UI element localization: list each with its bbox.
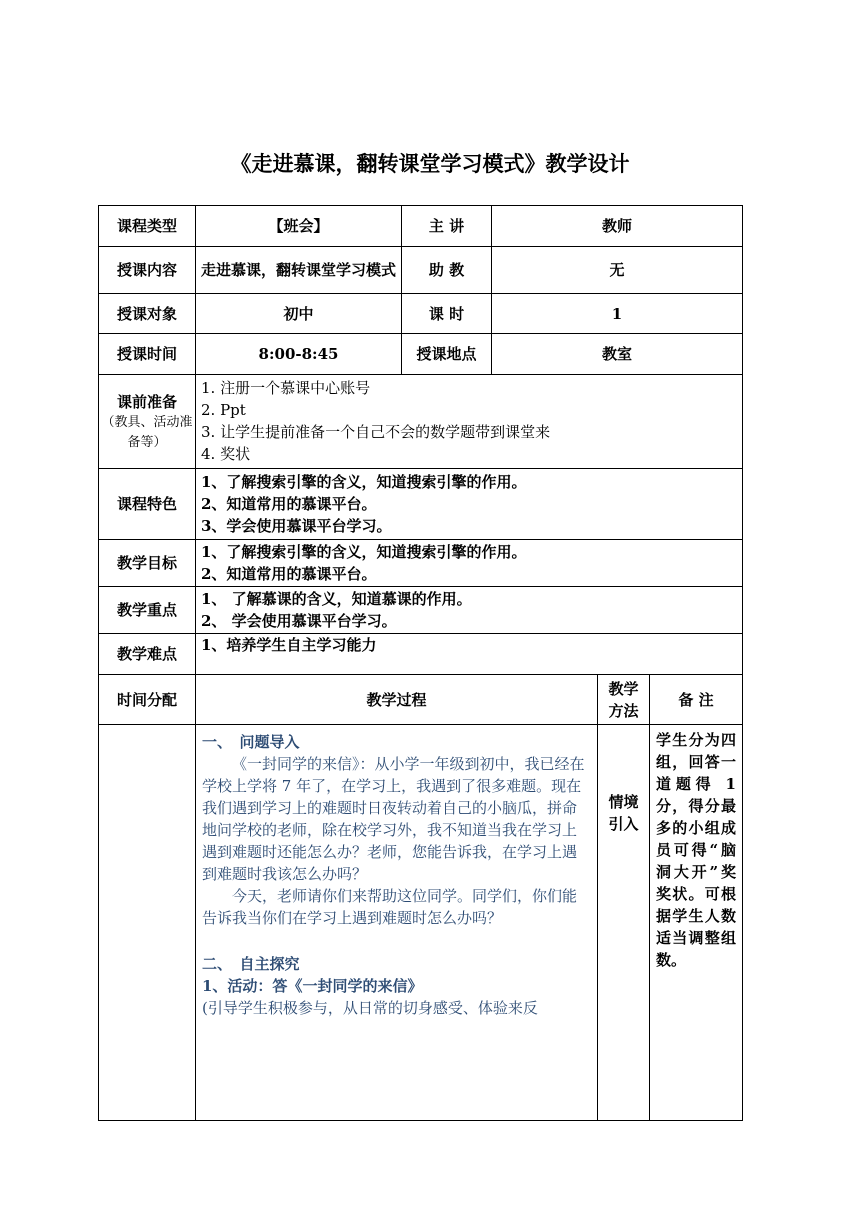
focus-item: 2、 学会使用慕课平台学习。: [201, 612, 397, 630]
label-audience: 授课对象: [99, 294, 196, 334]
value-focus: [196, 587, 743, 634]
prep-item: 2. Ppt: [201, 401, 246, 419]
focus-item: 1、 了解慕课的含义，知道慕课的作用。: [201, 590, 472, 608]
lesson-plan-table: [98, 205, 743, 1121]
row-focus: [99, 587, 743, 634]
value-location: 教室: [492, 334, 743, 375]
difficulty-item: 1、培养学生自主学习能力: [201, 636, 377, 654]
label-prep-sub: （教具、活动准备等）: [101, 414, 193, 450]
row-process: [99, 725, 743, 1121]
value-lecturer: 教师: [492, 206, 743, 247]
header-process: 教学过程: [196, 675, 598, 725]
prep-item: 4. 奖状: [201, 445, 251, 463]
cell-process: [196, 725, 598, 1121]
label-location: 授课地点: [402, 334, 492, 375]
label-content: 授课内容: [99, 247, 196, 294]
process-paragraph: (引导学生积极参与，从日常的切身感受、体验来反: [202, 999, 538, 1017]
label-focus: 教学重点: [99, 587, 196, 634]
header-time: 时间分配: [99, 675, 196, 725]
label-difficulty: 教学难点: [99, 634, 196, 675]
row-audience: [99, 294, 743, 334]
label-prep: [99, 375, 196, 469]
value-assistant: 无: [492, 247, 743, 294]
feature-item: 2、知道常用的慕课平台。: [201, 495, 377, 513]
feature-item: 1、了解搜索引擎的含义，知道搜索引擎的作用。: [201, 473, 527, 491]
value-difficulty: [196, 634, 743, 675]
value-audience: 初中: [196, 294, 402, 334]
cell-method: 情境引入: [598, 725, 650, 1121]
cell-note: 学生分为四组，回答一道题得 1 分，得分最多的小组成员可得“脑洞大开”奖奖状。可根据学生人数适当调整组数。: [650, 725, 743, 1121]
section-heading: 一、 问题导入: [202, 733, 300, 751]
activity-heading: 1、活动：答《一封同学的来信》: [202, 977, 423, 995]
row-prep: [99, 375, 743, 469]
row-features: [99, 469, 743, 540]
value-periods: 1: [492, 294, 743, 334]
label-assistant: 助 教: [402, 247, 492, 294]
value-prep: [196, 375, 743, 469]
row-time: [99, 334, 743, 375]
value-features: [196, 469, 743, 540]
header-method: 教学方法: [598, 675, 650, 725]
spacer: [202, 929, 591, 953]
value-content: 走进慕课，翻转课堂学习模式: [196, 247, 402, 294]
section-heading: 二、 自主探究: [202, 955, 300, 973]
label-goals: 教学目标: [99, 540, 196, 587]
row-goals: [99, 540, 743, 587]
value-course-type: 【班会】: [196, 206, 402, 247]
label-time: 授课时间: [99, 334, 196, 375]
value-time: 8:00-8:45: [196, 334, 402, 375]
process-paragraph: 《一封同学的来信》：从小学一年级到初中，我已经在学校上学将 7 年了，在学习上，我遇到了很多难题。现在我们遇到学习上的难题时日夜转动着自己的小脑瓜，拼命地问学校的老师，除在校学习外，我不知道当我在学习上遇到难题时还能怎么办？老师，您能告诉我，在学习上遇到难题时我该怎么办吗？: [202, 755, 585, 883]
label-features: 课程特色: [99, 469, 196, 540]
header-note: 备 注: [650, 675, 743, 725]
row-difficulty: [99, 634, 743, 675]
label-prep-main: 课前准备: [116, 392, 177, 411]
prep-item: 3. 让学生提前准备一个自己不会的数学题带到课堂来: [201, 423, 551, 441]
value-goals: [196, 540, 743, 587]
document-title: 《走进慕课，翻转课堂学习模式》教学设计: [230, 152, 630, 176]
row-course-type: [99, 206, 743, 247]
label-periods: 课 时: [402, 294, 492, 334]
cell-time: [99, 725, 196, 1121]
label-lecturer: 主 讲: [402, 206, 492, 247]
label-course-type: 课程类型: [99, 206, 196, 247]
row-process-header: [99, 675, 743, 725]
row-content: [99, 247, 743, 294]
goal-item: 1、了解搜索引擎的含义，知道搜索引擎的作用。: [201, 543, 527, 561]
goal-item: 2、知道常用的慕课平台。: [201, 565, 377, 583]
feature-item: 3、学会使用慕课平台学习。: [201, 517, 392, 535]
process-paragraph: 今天，老师请你们来帮助这位同学。同学们，你们能告诉我当你们在学习上遇到难题时怎么办吗？: [202, 887, 578, 927]
prep-item: 1. 注册一个慕课中心账号: [201, 379, 371, 397]
